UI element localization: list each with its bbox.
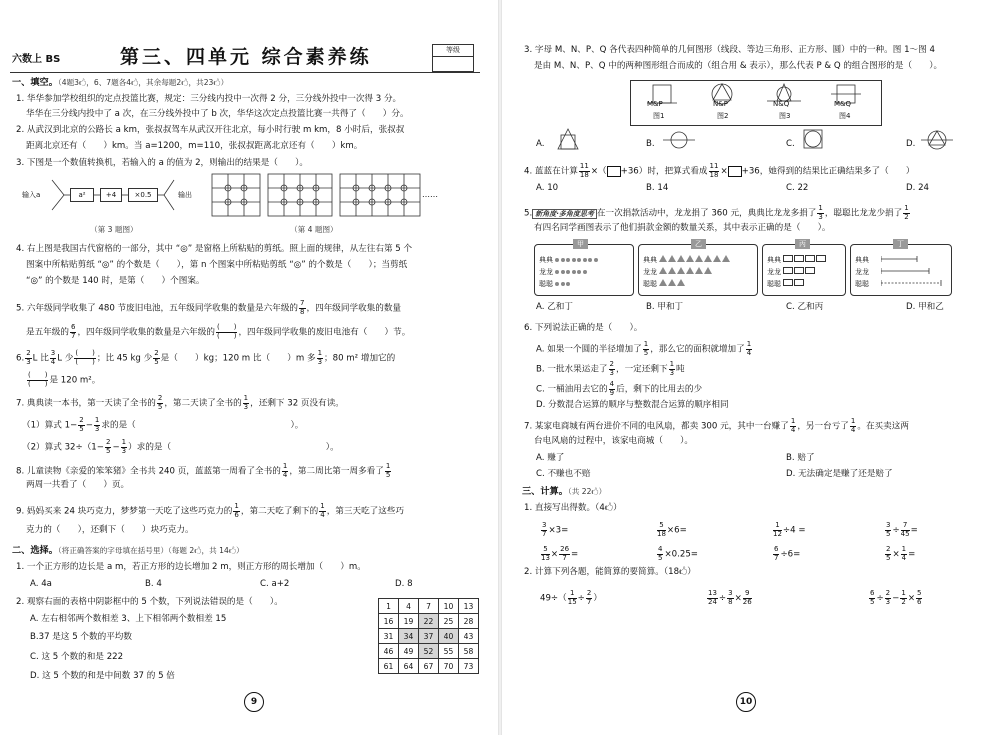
fraction: $\frac{1}{12}$ <box>773 521 782 538</box>
fraction: $\frac{1}{4}$ <box>282 462 288 479</box>
r-q7-option-a: A. 赚了 <box>536 453 565 463</box>
name-diandian: 典典 <box>855 256 869 264</box>
r-q5-option-b: B. 甲和丁 <box>646 302 684 312</box>
c1-option-d: D. 8 <box>395 579 413 589</box>
fraction: $\frac{6}{7}$ <box>774 545 779 562</box>
q5-text-b2: ，四年级同学收集的数量是六年级的 <box>77 327 215 338</box>
k2-expr-2: ÷ <box>718 593 727 604</box>
fraction: $\frac{4}{9}$ <box>609 380 615 397</box>
section-note: （将正确答案的字母填在括号里）（每题 2🖒，共 14🖒） <box>57 546 244 555</box>
q6-b: L 比 <box>32 353 49 364</box>
q7-s1b: − <box>85 420 93 431</box>
fraction: $\frac{1}{4}$ <box>746 340 752 357</box>
c1-question: 1. 一个正方形的边长是 a m，若正方形的边长增加 2 m，则正方形的周长增加（ ）m。 <box>16 562 366 572</box>
diagram-bing <box>762 240 846 296</box>
r-q7-a: 7. 某家电商城有两台进价不同的电风扇，都卖 300 元，其中一台赚了 <box>524 421 789 432</box>
k1-expr-6: ×0.25= <box>664 549 699 560</box>
fraction: $\frac{13}{24}$ <box>708 589 717 606</box>
fraction: $\frac{1}{3}$ <box>94 416 100 433</box>
fraction: $\frac{2}{3}$ <box>26 349 31 366</box>
q5-text-b3: ，四年级同学收集的废旧电池有（ ）节。 <box>238 327 411 338</box>
q4-line3: “◎” 的个数是 140 时，是第（ ）个图案。 <box>26 276 205 286</box>
c2-option-b: B.37 是这 5 个数的平均数 <box>30 632 132 642</box>
r-q5-option-a: A. 乙和丁 <box>536 302 573 312</box>
r-q4-option-d: D. 24 <box>906 183 930 193</box>
op-add: +4 <box>100 188 122 202</box>
r-q4-option-c: C. 22 <box>786 183 809 193</box>
page-number: 9 <box>244 692 264 712</box>
fraction: $\frac{1}{4}$ <box>901 545 907 562</box>
option-d-shape-icon <box>920 128 954 150</box>
fraction: $\frac{2}{3}$ <box>609 360 614 377</box>
q5-text-b: 是五年级的 <box>26 327 69 338</box>
r-q3-option-d: D. <box>906 139 916 149</box>
table-cell: 43 <box>459 629 479 644</box>
diagram-jia <box>534 240 634 296</box>
q7-s2b: − <box>112 442 120 453</box>
lattice-ellipsis: …… <box>422 190 438 199</box>
section-note: （共 22🖒） <box>567 487 607 496</box>
q9-a2: ，第二天吃了剩下的 <box>240 506 319 517</box>
table-cell: 25 <box>439 614 459 629</box>
fraction: $\frac{1}{3}$ <box>669 360 675 377</box>
r-q4-a: 4. 蓝蓝在计算 <box>524 166 578 177</box>
r-q7-a2: ，另一台亏了 <box>797 421 849 432</box>
fraction: $\frac{1}{2}$ <box>901 589 906 606</box>
c1-option-a: A. 4a <box>30 579 52 589</box>
fraction: $\frac{2}{5}$ <box>886 545 891 562</box>
q6-g: 是 120 m²。 <box>49 375 101 386</box>
fraction: $\frac{2}{5}$ <box>105 438 111 455</box>
q1-line2: 华华在三分线内投中了 a 次，在三分线外投中了 b 次，华华这次定点投篮比赛一共得了（ ）分。 <box>26 109 409 119</box>
name-congcong: 聪聪 <box>855 280 869 288</box>
q1-line1: 1. 华华参加学校组织的定点投篮比赛，规定：三分线内投中一次得 2 分，三分线外投中一次得 3 分。 <box>16 94 402 104</box>
k1-expr-5: × <box>550 549 559 560</box>
table-cell: 1 <box>379 599 399 614</box>
name-diandian: 典典 <box>539 256 553 264</box>
r-q5-a2: 在一次捐款活动中，龙龙捐了 360 元，典典比龙龙多捐了 <box>596 208 817 219</box>
q9-a3: ，第三天吃了这些巧 <box>326 506 405 517</box>
k1-expr-4b: = <box>910 525 918 536</box>
q8-a: 8. 儿童读物《亲爱的笨笨猪》全书共 240 页，蓝蓝第一周看了全书的 <box>16 466 281 477</box>
name-congcong: 聪聪 <box>643 280 657 288</box>
k1-expr-4: ÷ <box>892 525 900 536</box>
fraction: $\frac{1}{5}$ <box>385 462 391 479</box>
table-cell: 31 <box>379 629 399 644</box>
fraction: $\frac{1}{3}$ <box>818 204 823 221</box>
table-cell: 67 <box>419 659 439 674</box>
q7-a3: ，还剩下 32 页没有读。 <box>250 398 344 409</box>
table-cell: 10 <box>439 599 459 614</box>
q9-b: 克力的（ ），还剩下（ ）块巧克力。 <box>26 525 194 535</box>
section-title: 三、计算。 <box>522 486 568 497</box>
k1-expr-1: ×3= <box>548 525 569 536</box>
fig4-caption: （第 4 题图） <box>290 225 338 234</box>
q8-b: 两周一共看了（ ）页。 <box>26 480 130 490</box>
r-q7-option-c: C. 不赚也不赔 <box>536 469 591 479</box>
q2-line2: 距离北京还有（ ）km。当 a=1200，m=110，张叔叔距离北京还有（ ）km。 <box>26 141 363 151</box>
fraction: $\frac{1}{4}$ <box>320 502 325 519</box>
r-q5-num: 5. <box>524 208 533 219</box>
section-note: （4题3🖒，6、7题各4🖒，其余每题2🖒，共23🖒） <box>57 78 229 87</box>
fraction: $\frac{7}{45}$ <box>900 521 910 538</box>
fraction: $\frac{2}{3}$ <box>885 589 891 606</box>
fraction: $\frac{1}{3}$ <box>243 394 249 411</box>
fraction: $\frac{3}{5}$ <box>886 521 891 538</box>
fraction: $\frac{5}{13}$ <box>541 545 550 562</box>
q7-s2: （2）算式 32÷（1− <box>22 442 104 453</box>
k2-expr-1c: ） <box>593 593 602 604</box>
name-longlong: 龙龙 <box>539 268 553 276</box>
diagram-label: 丁 <box>893 239 908 249</box>
name-longlong: 龙龙 <box>643 268 657 276</box>
r-q5-option-c: C. 乙和丙 <box>786 302 824 312</box>
op-multiply: ×0.5 <box>128 188 158 202</box>
name-congcong: 聪聪 <box>539 280 553 288</box>
r-q3-line1: 3. 字母 M、N、P、Q 各代表四种简单的几何图形（线段、等边三角形、正方形、圆）中的一种。图 1～图 4 <box>524 45 935 55</box>
q8-a2: ，第二周比第一周多看了 <box>289 466 384 477</box>
r-q5-option-d: D. 甲和乙 <box>906 302 944 312</box>
r-q6-option-b: B. 一批水果运走了 <box>536 364 608 375</box>
blank-box <box>728 166 742 177</box>
left-page <box>0 0 490 735</box>
k1-question: 1. 直接写出得数。（4🖒） <box>524 503 622 513</box>
r-q3-option-a: A. <box>536 139 545 149</box>
fraction: $\frac{7}{8}$ <box>300 299 305 316</box>
r-q6-option-c: C. 一桶油用去它的 <box>536 384 608 395</box>
k1-expr-7: ÷6= <box>780 549 801 560</box>
fig1-label: M&P <box>647 100 663 108</box>
r-q6-question: 6. 下列说法正确的是（ ）。 <box>524 323 643 333</box>
k2-expr-3c: × <box>907 593 916 604</box>
k2-expr-1: 49÷（ <box>540 593 567 604</box>
table-cell-shaded: 22 <box>419 614 439 629</box>
fraction: $\frac{1}{4}$ <box>790 417 796 434</box>
q7-s1c: 求的是（ ）。 <box>101 420 304 431</box>
name-congcong: 聪聪 <box>767 280 781 288</box>
name-diandian: 典典 <box>643 256 657 264</box>
q4-line1: 4. 右上图是我国古代窗格的一部分，其中 “◎” 是窗格上所粘贴的剪纸。照上面的规律，从左往右第 5 个 <box>16 244 413 254</box>
r-q4-a3: +36）时，把算式看成 <box>620 166 708 177</box>
name-longlong: 龙龙 <box>855 268 869 276</box>
q6-num: 6. <box>16 353 25 364</box>
q6-c: L 少 <box>57 353 74 364</box>
lattice-figure <box>210 172 440 224</box>
r-q6-option-a: A. 如果一个圆的半径增加了 <box>536 344 642 355</box>
fraction: $\frac{5}{18}$ <box>657 521 666 538</box>
r-q4-option-b: B. 14 <box>646 183 669 193</box>
fraction: $\frac{11}{18}$ <box>709 162 719 179</box>
fraction: $\frac{1}{2}$ <box>904 204 909 221</box>
page-fold <box>498 0 502 735</box>
fig3-caption: 图3 <box>779 112 791 120</box>
fig4-label: M&Q <box>834 100 852 108</box>
k1-expr-8b: = <box>908 549 916 560</box>
k2-expr-3b: − <box>892 593 900 604</box>
table-cell: 58 <box>459 644 479 659</box>
diagram-label: 甲 <box>573 239 588 249</box>
fig2-label: N&P <box>713 100 728 108</box>
blank-box <box>607 166 621 177</box>
table-cell-shaded: 40 <box>439 629 459 644</box>
page-title: 第三、四单元 综合素养练 <box>120 46 372 68</box>
q6-d: ；比 45 kg 少 <box>96 353 153 364</box>
c1-option-b: B. 4 <box>145 579 162 589</box>
q7-a: 7. 典典读一本书，第一天读了全书的 <box>16 398 156 409</box>
number-table <box>378 598 479 674</box>
r-q7-option-b: B. 赔了 <box>786 453 815 463</box>
c2-option-a: A. 左右相邻两个数相差 3、上下相邻两个数相差 15 <box>30 614 227 624</box>
fraction: $\frac{2}{5}$ <box>79 416 84 433</box>
c2-question: 2. 观察右面的表格中阴影框中的 5 个数，下列说法错误的是（ ）。 <box>16 597 283 607</box>
q7-a2: ，第二天读了全书的 <box>164 398 242 409</box>
table-cell-shaded: 34 <box>399 629 419 644</box>
q6-f: ；80 m² 增加它的 <box>324 353 396 364</box>
table-cell: 4 <box>399 599 419 614</box>
output-label: 输出 <box>178 191 192 199</box>
table-cell-shaded: 52 <box>419 644 439 659</box>
diagram-yi <box>638 240 758 296</box>
k1-expr-5b: = <box>571 549 579 560</box>
table-cell: 13 <box>459 599 479 614</box>
table-cell: 55 <box>439 644 459 659</box>
name-longlong: 龙龙 <box>767 268 781 276</box>
fraction: $\frac{5}{6}$ <box>917 589 922 606</box>
q6-e: 是（ ）kg；120 m 比（ ）m 多 <box>160 353 316 364</box>
table-cell: 7 <box>419 599 439 614</box>
fraction: $\frac{1}{4}$ <box>850 417 856 434</box>
r-q6-option-a2: ，那么它的面积就增加了 <box>650 344 745 355</box>
fraction-blank: $\frac{( )}{( )}$ <box>75 349 95 366</box>
q5-text-a2: ，四年级同学收集的数量 <box>306 303 402 314</box>
table-cell: 61 <box>379 659 399 674</box>
q4-line2: 图案中所粘贴剪纸 “◎” 的个数是（ ），第 n 个图案中所粘贴剪纸 “◎” 的个数是（ ）；当剪纸 <box>26 260 408 270</box>
fraction: $\frac{1}{6}$ <box>234 502 239 519</box>
fraction: $\frac{26}{7}$ <box>560 545 570 562</box>
table-cell: 64 <box>399 659 419 674</box>
fraction: $\frac{1}{15}$ <box>567 589 577 606</box>
name-diandian: 典典 <box>767 256 781 264</box>
fraction: $\frac{6}{5}$ <box>870 589 875 606</box>
q7-s1: （1）算式 1− <box>22 420 78 431</box>
page-number: 10 <box>736 692 756 712</box>
table-cell: 28 <box>459 614 479 629</box>
fraction-blank: $\frac{( )}{( )}$ <box>216 323 237 340</box>
r-q6-option-c2: 后，剩下的比用去的少 <box>616 384 703 395</box>
op-square: a² <box>70 188 94 202</box>
fraction: $\frac{2}{5}$ <box>157 394 163 411</box>
diagram-label: 乙 <box>691 239 706 249</box>
r-q6-option-b3: 吨 <box>676 364 685 375</box>
table-cell: 16 <box>379 614 399 629</box>
r-q5-line2: 有四名同学画图表示了他们捐款金额的数量关系，其中表示正确的是（ ）。 <box>534 223 831 233</box>
input-label: 输入a <box>22 191 41 199</box>
option-a-shape-icon <box>556 128 582 150</box>
table-cell: 49 <box>399 644 419 659</box>
new-angle-tag: 新角度·多角度思考 <box>532 209 597 219</box>
fraction: $\frac{4}{5}$ <box>658 545 663 562</box>
fraction: $\frac{1}{5}$ <box>643 340 649 357</box>
fig3-caption: （第 3 题图） <box>90 225 138 234</box>
k2-question: 2. 计算下列各题，能简算的要简算。（18🖒） <box>524 567 696 577</box>
k1-expr-8: × <box>892 549 900 560</box>
fraction: $\frac{2}{5}$ <box>154 349 159 366</box>
fraction: $\frac{11}{18}$ <box>579 162 589 179</box>
k2-expr-2b: × <box>734 593 742 604</box>
r-q7-a3: 。在买卖这两 <box>857 421 909 432</box>
q9-a: 9. 妈妈买来 24 块巧克力，梦梦第一天吃了这些巧克力的 <box>16 506 233 517</box>
right-page <box>510 0 1000 735</box>
k1-expr-2: ×6= <box>666 525 687 536</box>
diagram-label: 丙 <box>795 239 810 249</box>
r-q4-a5: +36，她得到的结果比正确结果多了（ ） <box>741 166 915 177</box>
r-q6-option-d: D. 分数混合运算的顺序与整数混合运算的顺序相同 <box>536 400 729 410</box>
k2-expr-1b: ÷ <box>577 593 585 604</box>
c2-option-d: D. 这 5 个数的和是中间数 37 的 5 倍 <box>30 671 175 681</box>
fig1-caption: 图1 <box>653 112 665 120</box>
diagram-ding <box>850 240 952 296</box>
c1-option-c: C. a+2 <box>260 579 290 589</box>
r-q3-line2: 是由 M、N、P、Q 中的两种图形组合而成的（组合用 & 表示），那么代表 P & Q 的组合图形的是（ ）。 <box>534 61 943 71</box>
segment-lines-icon <box>881 253 947 289</box>
fig3-label: N&Q <box>773 100 790 108</box>
q7-s2c: ）求的是（ ）。 <box>128 442 339 453</box>
fig4-caption: 图4 <box>839 112 851 120</box>
table-cell: 70 <box>439 659 459 674</box>
q2-line1: 2. 从武汉到北京的公路长 a km，张叔叔驾车从武汉开往北京，每小时行驶 m km，8 小时后，张叔叔 <box>16 125 405 135</box>
fraction: $\frac{2}{7}$ <box>586 589 592 606</box>
k1-expr-3: ÷4 = <box>782 525 806 536</box>
option-b-shape-icon <box>662 130 696 150</box>
q5-text-a: 5. 六年级同学收集了 480 节废旧电池，五年级同学收集的数量是六年级的 <box>16 303 299 314</box>
fraction-blank: $\frac{( )}{( )}$ <box>28 371 48 388</box>
fraction: $\frac{3}{4}$ <box>50 349 56 366</box>
table-cell-shaded: 37 <box>419 629 439 644</box>
table-cell: 73 <box>459 659 479 674</box>
r-q4-option-a: A. 10 <box>536 183 559 193</box>
r-q3-option-c: C. <box>786 139 795 149</box>
fraction: $\frac{1}{3}$ <box>121 438 127 455</box>
grade-badge: 等级 <box>433 45 473 57</box>
c2-option-c: C. 这 5 个数的和是 222 <box>30 652 124 662</box>
section-title: 一、填空。 <box>12 77 58 88</box>
r-q4-a2: ×（ <box>590 166 607 177</box>
r-q4-a4: × <box>720 166 728 177</box>
r-q6-option-b2: ，一定还剩下 <box>615 364 668 375</box>
fraction: $\frac{6}{7}$ <box>70 323 76 340</box>
r-q3-option-b: B. <box>646 139 655 149</box>
grade-label: 六数上 BS <box>12 54 61 65</box>
r-q5-a3: ，聪聪比龙龙少捐了 <box>824 208 903 219</box>
section-title: 二、选择。 <box>12 545 58 556</box>
title-rule <box>10 72 480 73</box>
r-q7-option-d: D. 无法确定是赚了还是赔了 <box>786 469 893 479</box>
converter-figure <box>22 178 202 212</box>
table-cell: 46 <box>379 644 399 659</box>
table-cell: 19 <box>399 614 419 629</box>
fraction: $\frac{1}{3}$ <box>317 349 323 366</box>
q3-text: 3. 下图是一个数值转换机，若输入的 a 的值为 2，则输出的结果是（ ）。 <box>16 158 308 168</box>
geometry-figures-box <box>630 80 882 126</box>
k2-expr-3: ÷ <box>876 593 884 604</box>
fig2-caption: 图2 <box>717 112 729 120</box>
fraction: $\frac{3}{7}$ <box>542 521 547 538</box>
fraction: $\frac{3}{8}$ <box>728 589 733 606</box>
option-c-shape-icon <box>802 128 826 150</box>
fraction: $\frac{9}{26}$ <box>742 589 752 606</box>
grade-box <box>432 44 474 72</box>
lattice-pattern-icon <box>210 172 440 220</box>
r-q7-line2: 台电风扇的过程中，该家电商城（ ）。 <box>534 436 693 446</box>
